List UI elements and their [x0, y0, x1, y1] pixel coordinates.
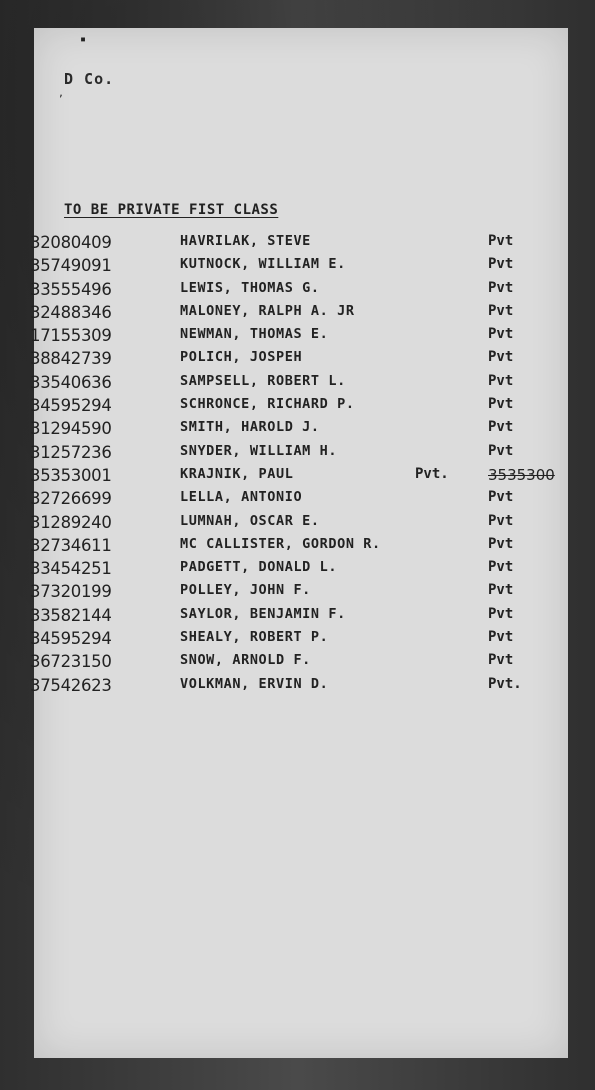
soldier-name: POLLEY, JOHN F. — [180, 582, 311, 599]
roster-row — [30, 326, 568, 349]
company-label: D Co. — [64, 70, 115, 88]
roster-row — [30, 629, 568, 652]
soldier-name: SAMPSELL, ROBERT L. — [180, 372, 346, 389]
roster-row — [30, 559, 568, 582]
grade-label: Pvt — [488, 279, 514, 296]
serial-number: 32726699 — [30, 489, 112, 509]
soldier-name: HAVRILAK, STEVE — [180, 233, 311, 249]
roster-row — [30, 349, 568, 372]
soldier-name: SMITH, HAROLD J. — [180, 419, 320, 436]
soldier-name: MC CALLISTER, GORDON R. — [180, 535, 381, 552]
roster-row — [30, 233, 568, 256]
roster-row — [30, 652, 568, 675]
serial-number: 35353001 — [30, 465, 112, 485]
serial-number: 34595294 — [30, 396, 112, 416]
grade-label: Pvt — [488, 559, 514, 576]
roster-row — [30, 256, 568, 279]
soldier-name: POLICH, JOSPEH — [180, 349, 303, 366]
soldier-name: KUTNOCK, WILLIAM E. — [180, 256, 346, 273]
grade-label: Pvt — [488, 605, 514, 622]
roster-row — [30, 442, 568, 466]
serial-number: 37320199 — [30, 582, 112, 602]
roster-row — [30, 419, 568, 442]
roster-row — [30, 372, 568, 396]
grade-label: Pvt — [488, 302, 514, 319]
grade-label: Pvt — [488, 535, 514, 552]
serial-number: 32734611 — [30, 535, 112, 555]
soldier-name: LELLA, ANTONIO — [180, 489, 303, 506]
serial-number: 35749091 — [30, 256, 112, 276]
roster-row — [30, 675, 568, 699]
roster-row — [30, 302, 568, 326]
serial-number: 37542623 — [30, 675, 112, 695]
grade-label: Pvt — [488, 442, 514, 459]
soldier-name: KRAJNIK, PAUL — [180, 465, 294, 482]
serial-number: 32080409 — [30, 233, 112, 252]
roster-list — [30, 233, 568, 699]
serial-number: 31294590 — [30, 419, 112, 439]
grade-label: Pvt — [488, 396, 514, 413]
soldier-name: SCHRONCE, RICHARD P. — [180, 396, 355, 413]
paper-sheet — [30, 28, 568, 1058]
ink-mark: ▪ — [80, 34, 87, 45]
grade-label: Pvt. — [488, 675, 522, 692]
roster-row — [30, 535, 568, 559]
serial-number: 34595294 — [30, 629, 112, 649]
soldier-name: SAYLOR, BENJAMIN F. — [180, 605, 346, 622]
roster-row — [30, 465, 568, 489]
grade-label: Pvt — [488, 419, 514, 436]
grade-label: Pvt — [488, 326, 514, 343]
roster-row — [30, 279, 568, 303]
grade-label: Pvt — [488, 629, 514, 646]
serial-number: 33582144 — [30, 605, 112, 625]
soldier-name: NEWMAN, THOMAS E. — [180, 326, 329, 343]
grade-label: Pvt — [488, 489, 514, 506]
soldier-name: SHEALY, ROBERT P. — [180, 629, 329, 646]
grade-label: Pvt — [488, 582, 514, 599]
roster-row — [30, 605, 568, 629]
roster-row — [30, 396, 568, 419]
roster-row — [30, 489, 568, 512]
soldier-name: LUMNAH, OSCAR E. — [180, 512, 320, 529]
roster-row — [30, 582, 568, 605]
ink-mark: , — [58, 88, 65, 99]
margin-serial-number: 3535300 — [488, 465, 555, 484]
serial-number: 33555496 — [30, 279, 112, 299]
serial-number: 17155309 — [30, 326, 112, 346]
serial-number: 32488346 — [30, 302, 112, 322]
soldier-name: MALONEY, RALPH A. JR — [180, 302, 355, 319]
roster-row — [30, 512, 568, 536]
soldier-name: VOLKMAN, ERVIN D. — [180, 675, 329, 692]
grade-label: Pvt — [488, 652, 514, 669]
grade-label: Pvt — [488, 233, 514, 249]
serial-number: 36723150 — [30, 652, 112, 672]
serial-number: 38842739 — [30, 349, 112, 369]
soldier-name: SNYDER, WILLIAM H. — [180, 442, 338, 459]
soldier-name: LEWIS, THOMAS G. — [180, 279, 320, 296]
soldier-name: SNOW, ARNOLD F. — [180, 652, 311, 669]
serial-number: 31289240 — [30, 512, 112, 532]
serial-number: 31257236 — [30, 442, 112, 462]
serial-number: 33540636 — [30, 372, 112, 392]
grade-label: Pvt. — [415, 465, 449, 482]
soldier-name: PADGETT, DONALD L. — [180, 559, 338, 576]
list-heading: TO BE PRIVATE FIST CLASS — [64, 202, 279, 218]
grade-label: Pvt — [488, 256, 514, 273]
grade-label: Pvt — [488, 349, 514, 366]
serial-number: 33454251 — [30, 559, 112, 579]
grade-label: Pvt — [488, 512, 514, 529]
grade-label: Pvt — [488, 372, 514, 389]
